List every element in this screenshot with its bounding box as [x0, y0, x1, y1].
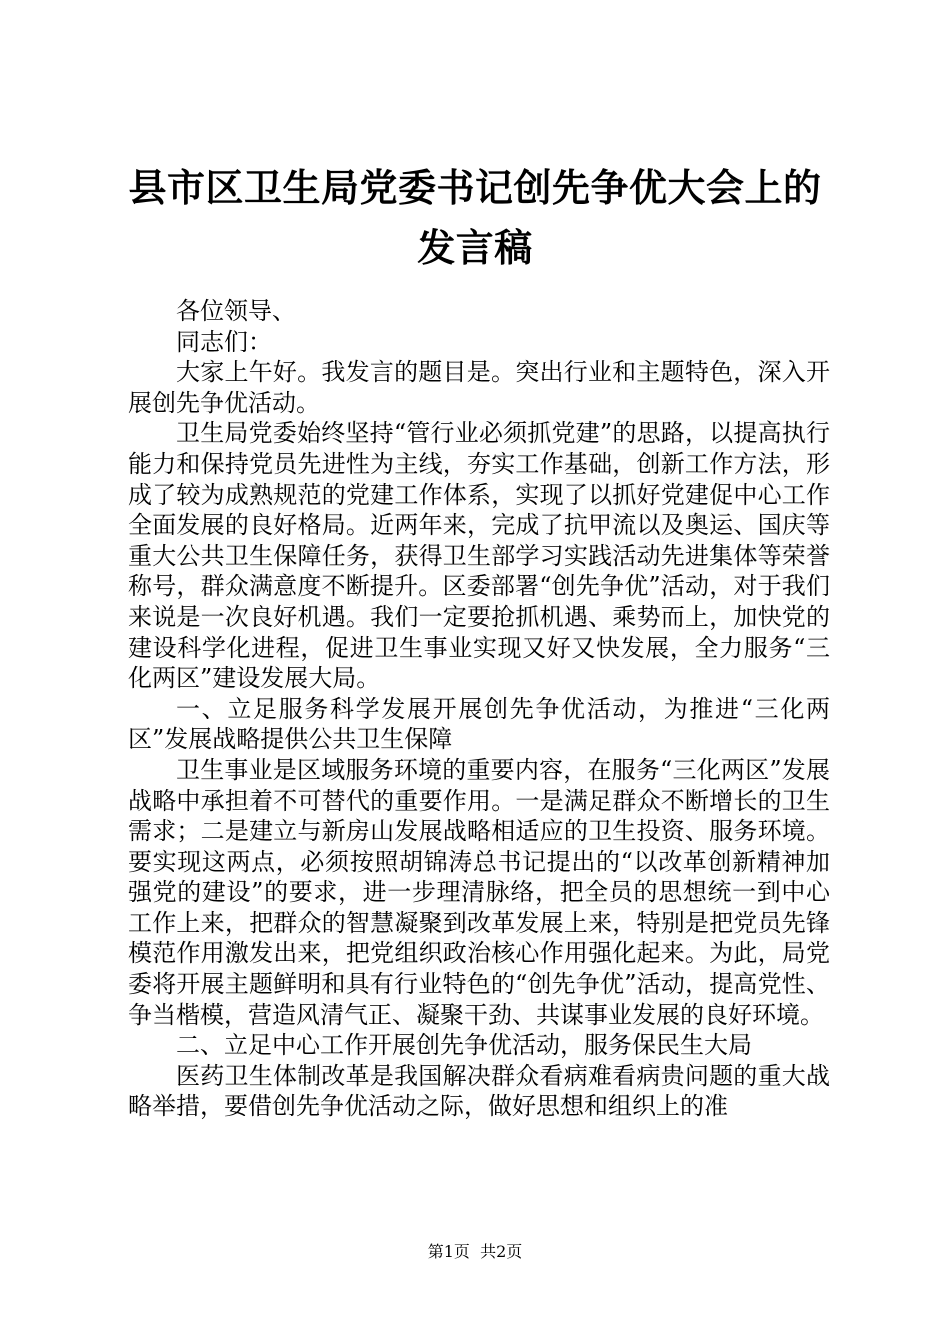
salutation-comrades: 同志们：	[176, 327, 272, 356]
document-body	[128, 296, 830, 1122]
section-heading-two: 二、立足中心工作开展创先争优活动，服务保民生大局	[176, 1031, 752, 1060]
salutation-leaders: 各位领导、	[176, 297, 296, 325]
section-two-paragraph: 医药卫生体制改革是我国解决群众看病难看病贵问题的重大战略举措，要借创先争优活动之际，做好思想和组织上的准	[128, 1061, 830, 1121]
background-paragraph: 卫生局党委始终坚持“管行业必须抓党建”的思路，以提高执行能力和保持党员先进性为主线，夯实工作基础，创新工作方法，形成了较为成熟规范的党建工作体系，实现了以抓好党建促中心工作全面发展的良好格局。近两年来，完成了抗甲流以及奥运、国庆等重大公共卫生保障任务，获得卫生部学习实践活动先进集体等荣誉称号，群众满意度不断提升。区委部署“创先争优”活动，对于我们来说是一次良好机遇。我们一定要抢抓机遇、乘势而上，加快党的建设科学化进程，促进卫生事业实现又好又快发展，全力服务“三化两区”建设发展大局。	[128, 419, 830, 693]
document-title: 县市区卫生局党委书记创先争优大会上的发言稿	[128, 166, 822, 270]
page-footer	[0, 1242, 950, 1262]
page-number: 第1页	[427, 1242, 470, 1261]
opening-paragraph: 大家上午好。我发言的题目是。突出行业和主题特色，深入开展创先争优活动。	[128, 358, 830, 417]
section-heading-one: 一、立足服务科学发展开展创先争优活动，为推进“三化两区”发展战略提供公共卫生保障	[128, 694, 830, 754]
section-one-paragraph: 卫生事业是区域服务环境的重要内容，在服务“三化两区”发展战略中承担着不可替代的重要作用。一是满足群众不断增长的卫生需求；二是建立与新房山发展战略相适应的卫生投资、服务环境。要实现这两点，必须按照胡锦涛总书记提出的“以改革创新精神加强党的建设”的要求，进一步理清脉络，把全员的思想统一到中心工作上来，把群众的智慧凝聚到改革发展上来，特别是把党员先锋模范作用激发出来，把党组织政治核心作用强化起来。为此，局党委将开展主题鲜明和具有行业特色的“创先争优”活动，提高党性、争当楷模，营造风清气正、凝聚干劲、共谋事业发展的良好环境。	[128, 755, 830, 1029]
page-total: 共2页	[480, 1242, 523, 1261]
